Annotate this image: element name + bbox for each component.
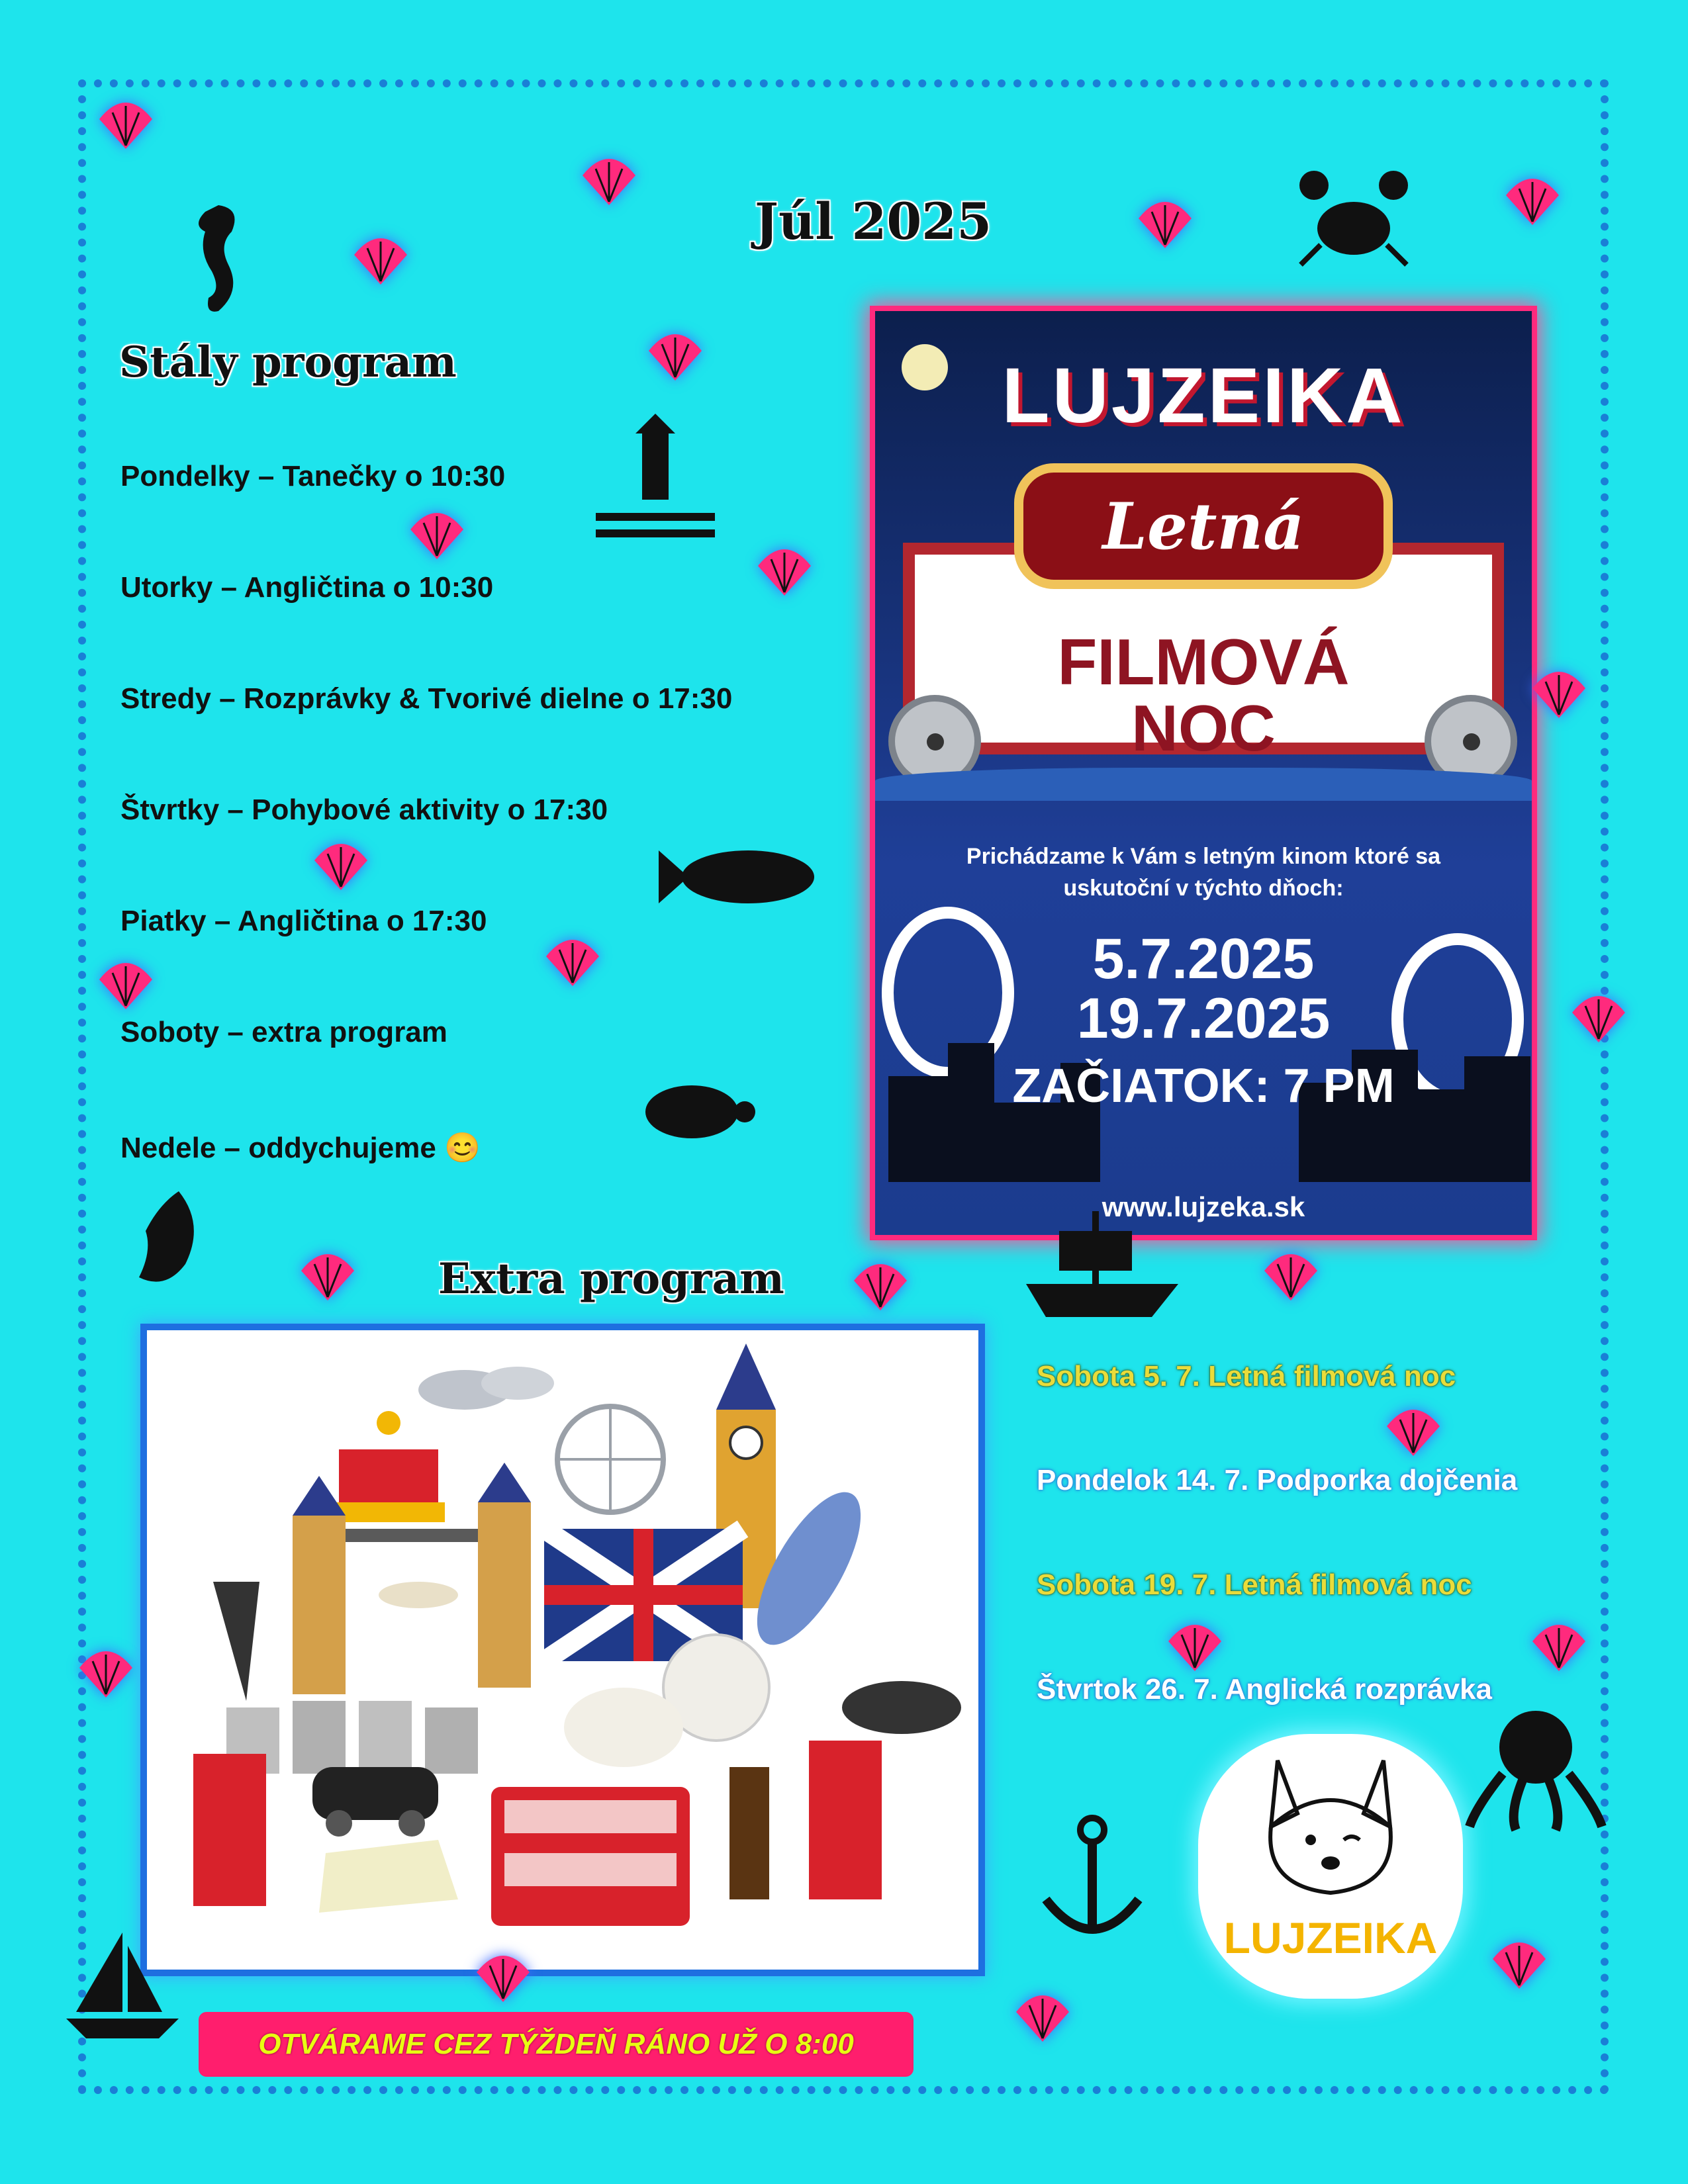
month-title: Júl 2025 xyxy=(755,192,992,251)
seashell-conch-icon xyxy=(126,1185,205,1291)
poster-start-time: ZAČIATOK: 7 PM xyxy=(1012,1060,1395,1113)
uk-illustration xyxy=(147,1330,978,1970)
scallop-shell-icon xyxy=(295,1244,361,1304)
extra-item-1: Sobota 5. 7. Letná filmová noc xyxy=(1037,1360,1456,1392)
scallop-shell-icon xyxy=(1380,1400,1446,1459)
scallop-shell-icon xyxy=(1162,1615,1228,1674)
octopus-icon xyxy=(1463,1707,1609,1833)
scallop-shell-icon xyxy=(1499,169,1566,228)
film-night-poster xyxy=(875,311,1532,1235)
scallop-shell-icon xyxy=(1566,986,1632,1046)
scallop-shell-icon xyxy=(847,1254,914,1314)
scallop-shell-icon xyxy=(93,953,159,1013)
opening-hours-banner xyxy=(199,2012,914,2077)
crab-icon xyxy=(1291,165,1417,271)
program-sunday: Nedele – oddychujeme 😊 xyxy=(120,1132,481,1164)
turtle-icon xyxy=(632,1072,758,1145)
seahorse-icon xyxy=(179,199,252,318)
scallop-shell-icon xyxy=(539,930,606,989)
poster-url: www.lujzeka.sk xyxy=(1102,1191,1305,1222)
program-wednesday: Stredy – Rozprávky & Tvorivé dielne o 17:30 xyxy=(120,682,733,715)
scallop-shell-icon xyxy=(1009,1985,1076,2045)
logo-text: LUJZEIKA xyxy=(1223,1913,1438,1962)
program-friday: Piatky – Angličtina o 17:30 xyxy=(120,905,487,937)
poster-subtitle: Prichádzame k Vám s letným kinom ktoré sa uskutoční v týchto dňoch: xyxy=(966,844,1441,901)
scallop-shell-icon xyxy=(642,324,708,384)
opening-hours-text: OTVÁRAME CEZ TÝŽDEŇ RÁNO UŽ O 8:00 xyxy=(258,2028,854,2060)
scallop-shell-icon xyxy=(470,1946,536,2005)
program-monday: Pondelky – Tanečky o 10:30 xyxy=(120,460,506,492)
scallop-shell-icon xyxy=(1486,1933,1552,1992)
scallop-shell-icon xyxy=(751,539,818,599)
poster-film-line1: FILMOVÁ xyxy=(1057,625,1350,698)
poster-date-1: 5.7.2025 xyxy=(1092,927,1315,991)
poster-date-2: 19.7.2025 xyxy=(1076,987,1331,1050)
scallop-shell-icon xyxy=(404,503,470,563)
scallop-shell-icon xyxy=(1132,192,1198,251)
scallop-shell-icon xyxy=(1526,662,1592,721)
extra-item-3: Sobota 19. 7. Letná filmová noc xyxy=(1037,1569,1472,1601)
poster-banner-text: Letná xyxy=(1102,488,1305,564)
program-thursday: Štvrtky – Pohybové aktivity o 17:30 xyxy=(120,794,608,826)
poster-wave xyxy=(875,768,1532,801)
poster-banner xyxy=(1014,463,1393,589)
extra-item-2: Pondelok 14. 7. Podporka dojčenia xyxy=(1037,1464,1518,1496)
scallop-shell-icon xyxy=(348,228,414,288)
sailboat-icon xyxy=(63,1926,182,2045)
scallop-shell-icon xyxy=(576,149,642,208)
poster-film-line2: NOC xyxy=(1131,692,1276,764)
scallop-shell-icon xyxy=(93,93,159,152)
uk-landmarks-image xyxy=(147,1330,978,1970)
scallop-shell-icon xyxy=(73,1641,139,1701)
dog-icon xyxy=(1198,1734,1463,1906)
lighthouse-icon xyxy=(592,407,718,546)
fish-icon xyxy=(655,837,821,917)
scallop-shell-icon xyxy=(1526,1615,1592,1674)
scallop-shell-icon xyxy=(308,834,374,893)
staly-program-title: Stály program xyxy=(119,338,457,387)
extra-program-title: Extra program xyxy=(438,1254,784,1304)
program-tuesday: Utorky – Angličtina o 10:30 xyxy=(120,571,494,604)
lujzeika-logo xyxy=(1198,1734,1463,1999)
program-saturday: Soboty – extra program xyxy=(120,1016,447,1048)
poster-brand: LUJZEIKA xyxy=(1002,352,1405,439)
extra-item-4: Štvrtok 26. 7. Anglická rozprávka xyxy=(1037,1673,1492,1706)
pirate-ship-icon xyxy=(1019,1205,1185,1324)
scallop-shell-icon xyxy=(1258,1244,1324,1304)
anchor-icon xyxy=(1036,1813,1149,1946)
